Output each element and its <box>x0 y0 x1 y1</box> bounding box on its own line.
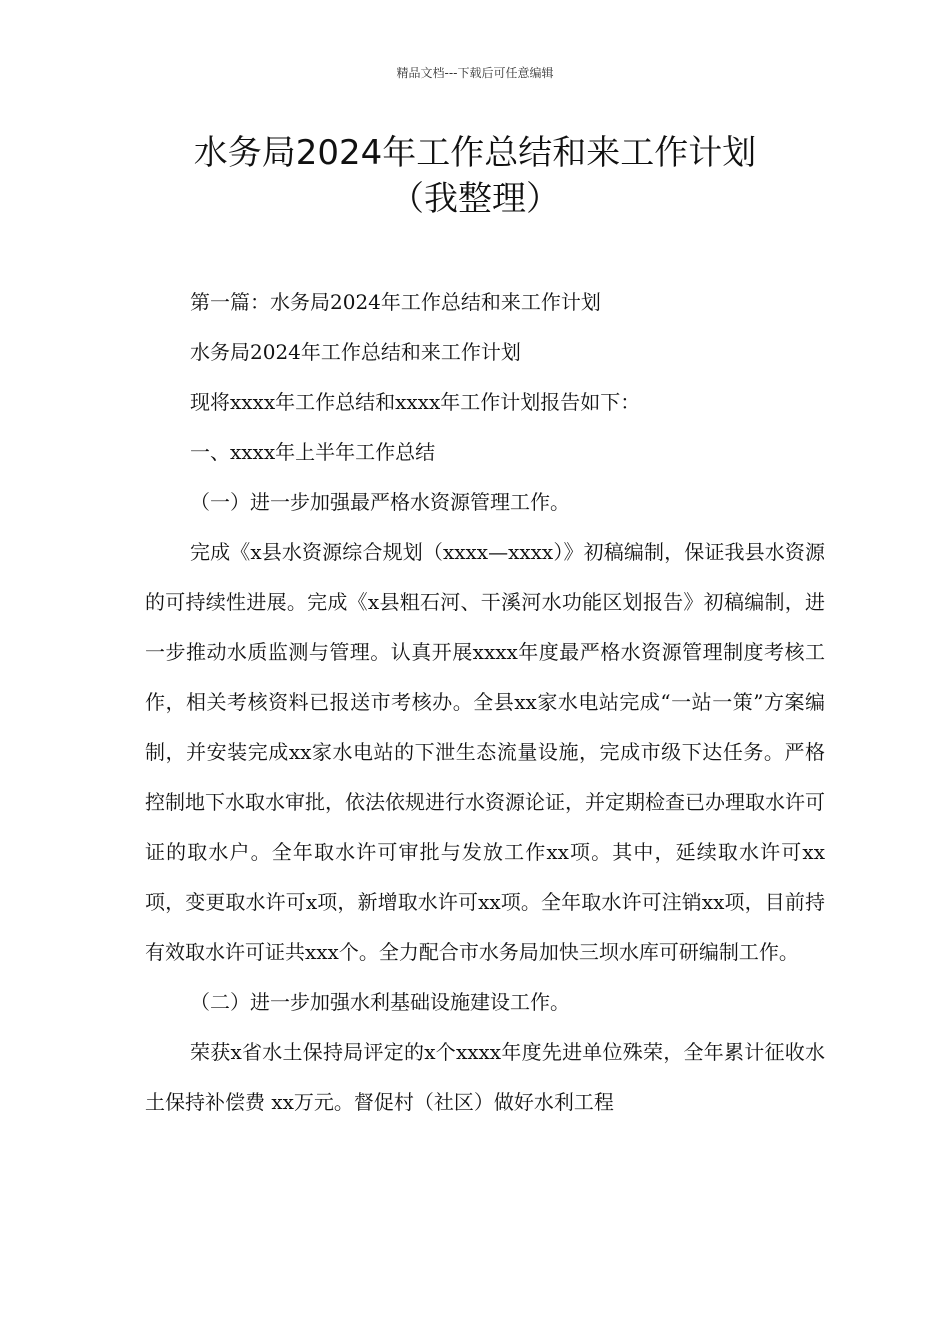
document-body <box>145 277 825 1127</box>
section-heading-1: 一、xxxx年上半年工作总结 <box>190 440 436 464</box>
subsection-heading-2: （二）进一步加强水利基础设施建设工作。 <box>190 990 570 1014</box>
title-line-2: （我整理） <box>390 179 560 219</box>
paragraph-body-1: 完成《x县水资源综合规划（xxxx—xxxx）》初稿编制，保证我县水资源的可持续性进展。完成《x县粗石河、干溪河水功能区划报告》初稿编制，进一步推动水质监测与管理。认真开展xxxx年度最严格水资源管理制度考核工作，相关考核资料已报送市考核办。全县xx家水电站完成“一站一策”方案编制，并安装完成xx家水电站的下泄生态流量设施，完成市级下达任务。严格控制地下水取水审批，依法依规进行水资源论证，并定期检查已办理取水许可证的取水户。全年取水许可审批与发放工作xx项。其中，延续取水许可xx项，变更取水许可x项，新增取水许可xx项。全年取水许可注销xx项，目前持有效取水许可证共xxx个。全力配合市水务局加快三坝水库可研编制工作。 <box>145 540 825 964</box>
subsection-heading-1: （一）进一步加强最严格水资源管理工作。 <box>190 490 570 514</box>
paragraph-body-2: 荣获x省水土保持局评定的x个xxxx年度先进单位殊荣，全年累计征收水土保持补偿费 xx万元。督促村（社区）做好水利工程 <box>145 1040 825 1114</box>
header-note: 精品文档---下载后可任意编辑 <box>396 66 554 80</box>
paragraph-subtitle: 水务局2024年工作总结和来工作计划 <box>190 340 521 364</box>
paragraph-intro: 现将xxxx年工作总结和xxxx年工作计划报告如下： <box>190 390 641 414</box>
title-line-1: 水务局2024年工作总结和来工作计划 <box>193 133 757 173</box>
document-title <box>100 130 850 222</box>
paragraph-chapter-heading: 第一篇：水务局2024年工作总结和来工作计划 <box>190 290 601 314</box>
